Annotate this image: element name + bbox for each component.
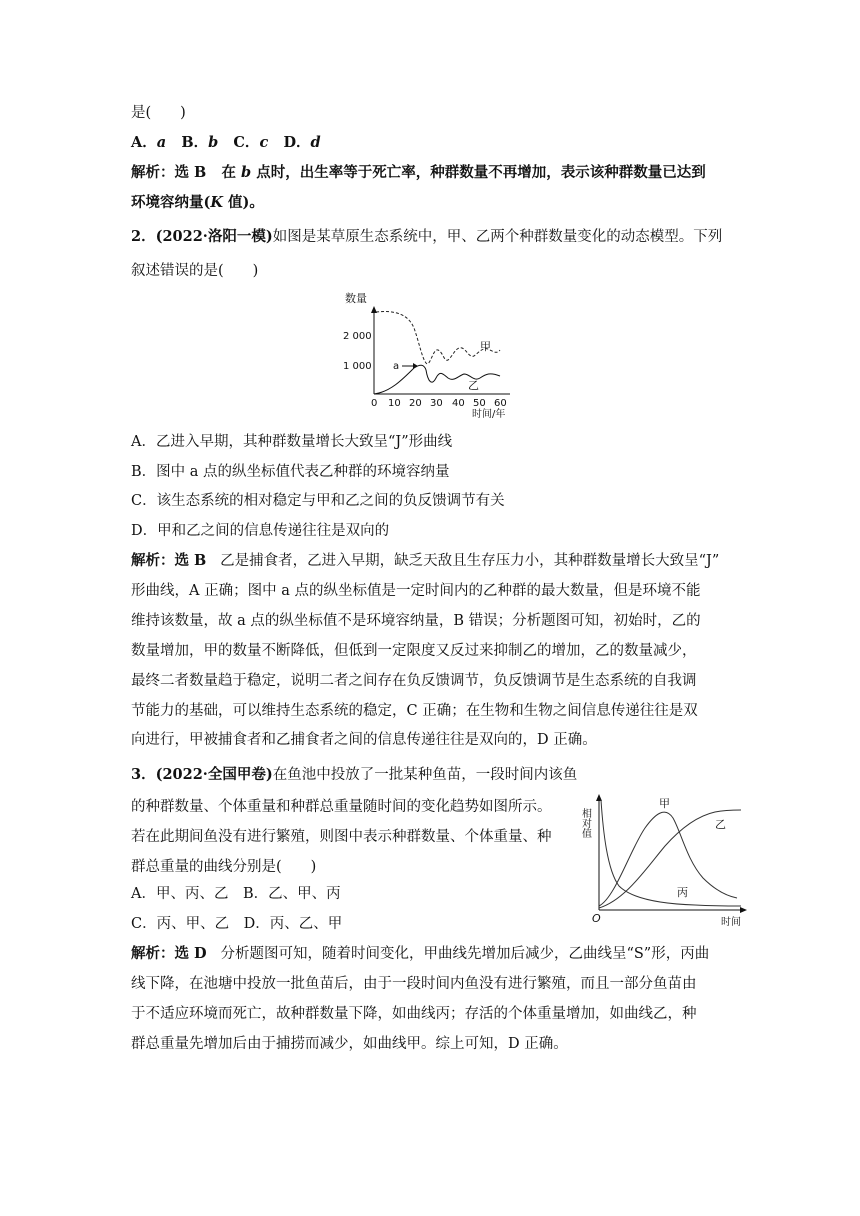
q2-analysis-line-3: 维持该数量，故 a 点的纵坐标值不是环境容纳量，B 错误；分析题图可知，初始时，乙的	[131, 613, 701, 629]
q3-stem-line-3: 若在此期间鱼没有进行繁殖，则图中表示种群数量、个体重量、种	[131, 829, 552, 845]
q2-x-tick-0: 0	[371, 398, 378, 409]
q1-stem-tail: 是( )	[131, 105, 186, 121]
q3-trend-chart	[579, 790, 750, 930]
q2-analysis-line-4: 数量增加，甲的数量不断降低，但低到一定限度又反过来抑制乙的增加，乙的数量减少，	[131, 643, 697, 659]
q3-analysis-line-2: 线下降，在池塘中投放一批鱼苗后，由于一段时间内鱼没有进行繁殖，而且一部分鱼苗由	[131, 976, 697, 992]
q2-x-axis-label: 时间/年	[472, 409, 506, 420]
q3-stem-line-4: 群总重量的曲线分别是( )	[131, 859, 317, 875]
q2-stem-line-1: 2．(2022·洛阳一模)如图是某草原生态系统中，甲、乙两个种群数量变化的动态模型。下列	[131, 228, 723, 245]
q2-option-b: B．图中 a 点的纵坐标值代表乙种群的环境容纳量	[131, 464, 450, 480]
q3-label-jia: 甲	[659, 797, 670, 810]
q1-analysis-line-1: 解析：选 B 在 b 点时，出生率等于死亡率，种群数量不再增加，表示该种群数量已达到	[131, 164, 706, 181]
q2-x-tick-40: 40	[452, 398, 465, 409]
q2-label-jia: 甲	[480, 340, 491, 353]
q2-x-tick-10: 10	[388, 398, 401, 409]
q3-stem-line-1: 3．(2022·全国甲卷)在鱼池中投放了一批某种鱼苗，一段时间内该鱼	[131, 766, 578, 783]
q2-option-a: A．乙进入早期，其种群数量增长大致呈“J”形曲线	[131, 434, 453, 450]
q3-analysis-line-1: 解析：选 D 分析题图可知，随着时间变化，甲曲线先增加后减少，乙曲线呈“S”形，丙曲	[131, 945, 710, 962]
q2-stem-line-2: 叙述错误的是( )	[131, 263, 259, 279]
q3-options-cd: C．丙、甲、乙 D．丙、乙、甲	[131, 916, 343, 932]
q2-x-tick-30: 30	[430, 398, 443, 409]
q2-population-chart	[340, 288, 530, 418]
q3-x-axis-label: 时间	[721, 917, 741, 928]
q2-analysis-line-2: 形曲线，A 正确；图中 a 点的纵坐标值是一定时间内的乙种群的最大数量，但是环境不能	[131, 583, 701, 599]
q2-curve-jia	[376, 312, 500, 364]
q2-x-tick-20: 20	[409, 398, 422, 409]
q2-analysis-line-6: 节能力的基础，可以维持生态系统的稳定，C 正确；在生物和生物之间信息传递往往是双	[131, 703, 698, 719]
q2-x-tick-50: 50	[473, 398, 486, 409]
q2-y-axis-label: 数量	[345, 292, 367, 305]
q3-y-axis-label: 相对值	[579, 808, 591, 838]
q1-options: A．a B．b C．c D．d	[131, 134, 321, 151]
q2-y-tick-1000: 1 000	[343, 361, 372, 372]
q2-y-tick-2000: 2 000	[343, 331, 372, 342]
q2-x-ticks	[371, 398, 507, 409]
q3-origin-label: O	[592, 912, 601, 925]
q2-label-a: a	[393, 361, 400, 372]
q3-label-bing: 丙	[677, 886, 688, 899]
q2-a-arrow-head	[413, 363, 418, 369]
q2-analysis-line-1: 解析：选 B 乙是捕食者，乙进入早期，缺乏天敌且生存压力小，其种群数量增长大致呈“J”	[131, 552, 720, 569]
q3-y-axis-arrow	[596, 794, 602, 801]
q2-x-tick-60: 60	[494, 398, 507, 409]
q3-label-yi: 乙	[715, 818, 726, 831]
q2-analysis-line-7: 向进行，甲被捕食者和乙捕食者之间的信息传递往往是双向的，D 正确。	[131, 732, 597, 748]
q3-x-axis-arrow	[740, 907, 747, 913]
q2-label-yi: 乙	[468, 379, 479, 392]
q1-analysis-line-2: 环境容纳量(K 值)。	[131, 194, 264, 211]
q2-option-c: C．该生态系统的相对稳定与甲和乙之间的负反馈调节有关	[131, 493, 505, 509]
q3-options-ab: A．甲、丙、乙 B．乙、甲、丙	[131, 886, 341, 902]
q2-option-d: D．甲和乙之间的信息传递往往是双向的	[131, 523, 390, 539]
q3-analysis-line-4: 群总重量先增加后由于捕捞而减少，如曲线甲。综上可知，D 正确。	[131, 1036, 568, 1052]
q2-analysis-line-5: 最终二者数量趋于稳定，说明二者之间存在负反馈调节，负反馈调节是生态系统的自我调	[131, 673, 697, 689]
q3-stem-line-2: 的种群数量、个体重量和种群总重量随时间的变化趋势如图所示。	[131, 799, 552, 815]
q3-analysis-line-3: 于不适应环境而死亡，故种群数量下降，如曲线丙；存活的个体重量增加，如曲线乙，种	[131, 1006, 697, 1022]
